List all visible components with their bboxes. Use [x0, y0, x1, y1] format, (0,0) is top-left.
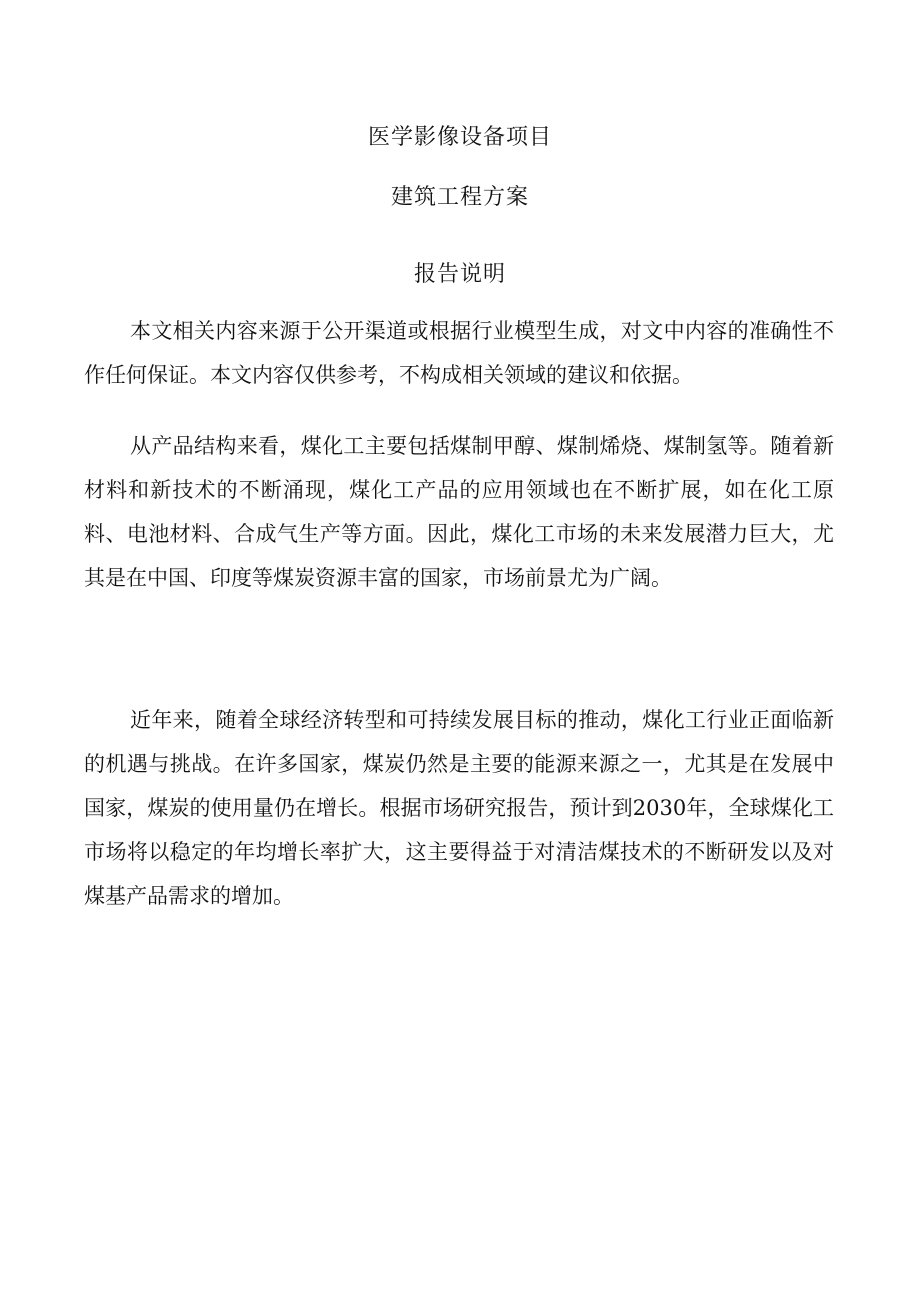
- paragraph-market-outlook: 近年来，随着全球经济转型和可持续发展目标的推动，煤化工行业正面临新的机遇与挑战。在许多国家，煤炭仍然是主要的能源来源之一，尤其是在发展中国家，煤炭的使用量仍在增长。根据市场研究报告，预计到2030年，全球煤化工市场将以稳定的年均增长率扩大，这主要得益于对清洁煤技术的不断研发以及对煤基产品需求的增加。: [84, 708, 834, 908]
- section-heading: 报告说明: [413, 262, 506, 287]
- document-title: 医学影像设备项目: [367, 125, 552, 150]
- document-subtitle: 建筑工程方案: [390, 185, 529, 210]
- paragraph-disclaimer: 本文相关内容来源于公开渠道或根据行业模型生成，对文中内容的准确性不作任何保证。本文内容仅供参考，不构成相关领域的建议和依据。: [84, 319, 834, 387]
- paragraph-product-structure: 从产品结构来看，煤化工主要包括煤制甲醇、煤制烯烧、煤制氢等。随着新材料和新技术的不断涌现，煤化工产品的应用领域也在不断扩展，如在化工原料、电池材料、合成气生产等方面。因此，煤化工市场的未来发展潜力巨大，尤其是在中国、印度等煤炭资源丰富的国家，市场前景尤为广阔。: [84, 434, 834, 590]
